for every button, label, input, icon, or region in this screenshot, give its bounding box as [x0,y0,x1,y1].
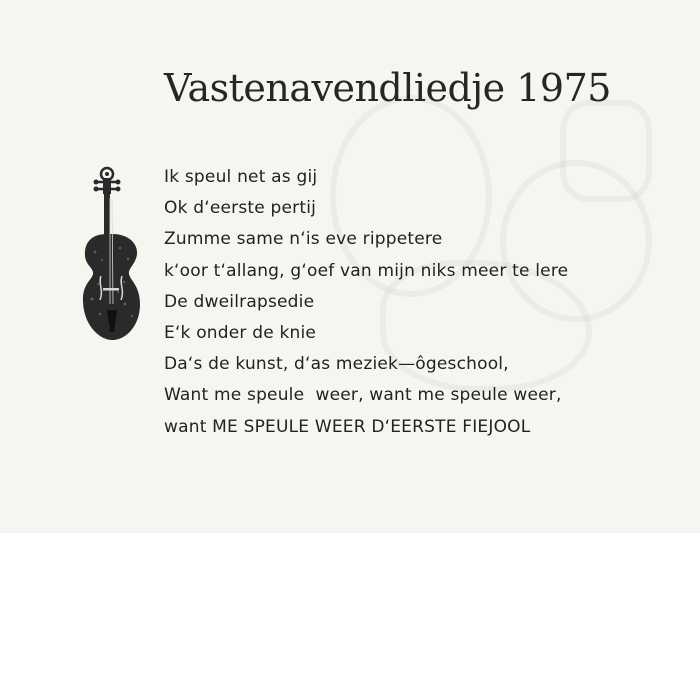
verse-line: Zumme same n‘is eve rippetere [164,229,443,250]
bleed-through-shape [560,100,652,202]
verse-line: k‘oor t‘allang, g‘oef van mijn niks meer te lere [164,260,569,281]
verse-line: Ik speul net as gij [164,167,318,187]
verse-line: E‘k onder de knie [164,322,317,343]
violin-icon [80,164,144,344]
verse-line: Ok d‘eerste pertij [164,198,317,219]
verse-line: De dweilrapsedie [164,291,315,312]
poem-verse [164,162,568,443]
verse-line: Want me speule weer, want me speule weer, [164,385,562,406]
poem-title: Vastenavendliedje 1975 [164,66,611,110]
verse-line: want ME SPEULE WEER D‘EERSTE FIEJOOL [164,416,531,437]
verse-line: Da‘s de kunst, d‘as meziek—ôgeschool, [164,354,509,375]
